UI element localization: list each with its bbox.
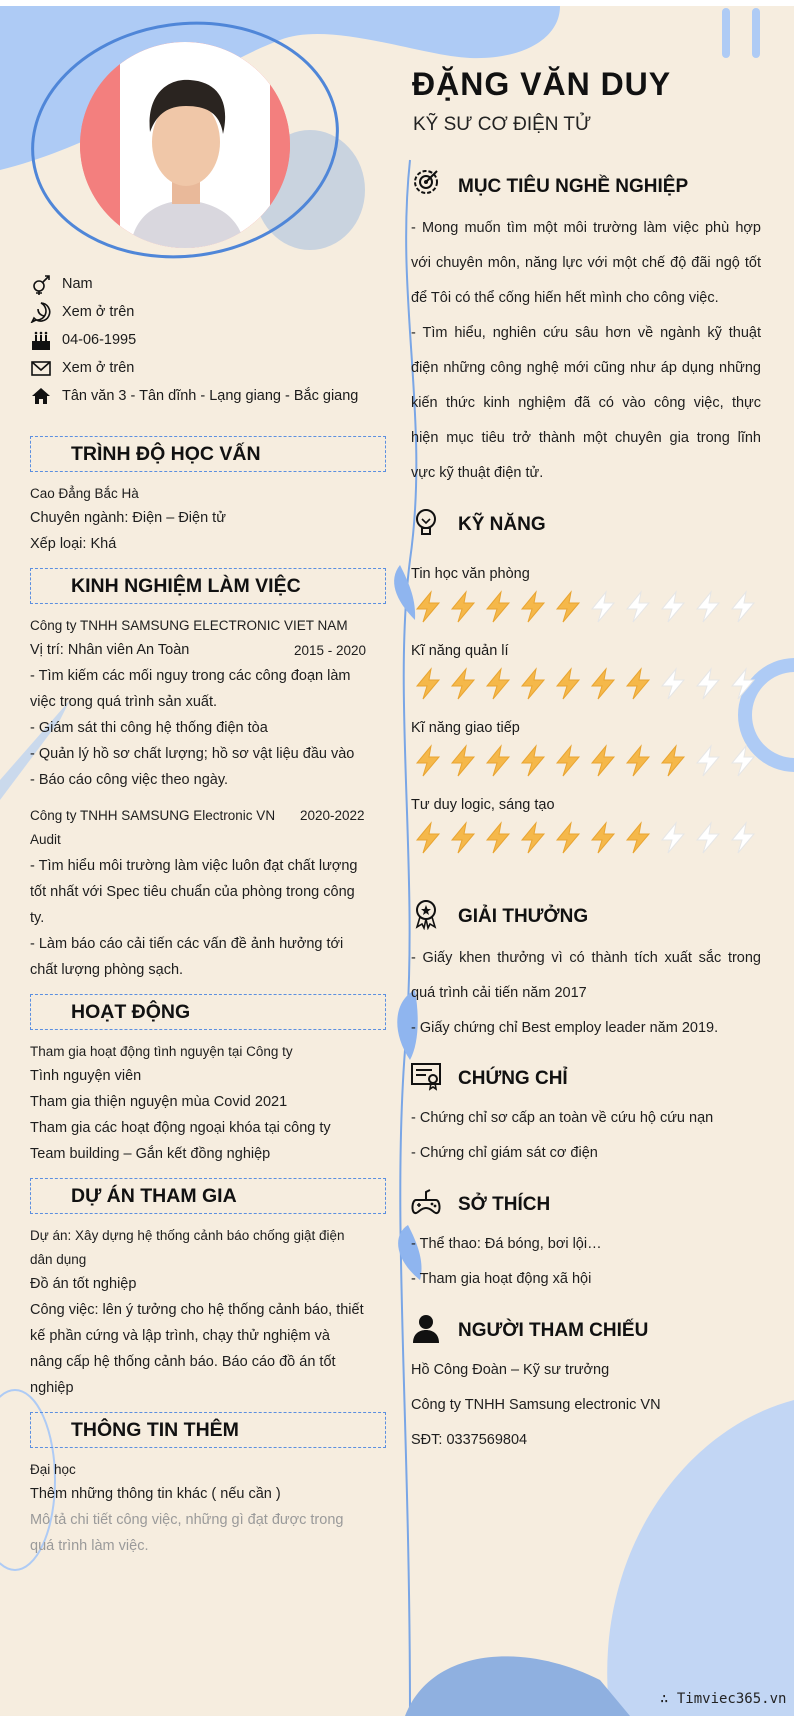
more-info-line: Đại học xyxy=(30,1462,76,1477)
bolt-empty-icon xyxy=(586,590,621,624)
job1-line: - Quản lý hồ sơ chất lượng; hồ sơ vật liệu đầu vào xyxy=(30,746,355,762)
profile-photo xyxy=(80,42,290,248)
hobby-line: - Thể thao: Đá bóng, bơi lội… xyxy=(411,1236,602,1252)
experience-title: KINH NGHIỆM LÀM VIỆC xyxy=(71,575,301,597)
job-title: KỸ SƯ CƠ ĐIỆN TỬ xyxy=(413,114,592,135)
hobbies-title: SỞ THÍCH xyxy=(458,1194,551,1215)
bolt-filled-icon xyxy=(446,744,481,778)
project-line: Công việc: lên ý tưởng cho hệ thống cảnh báo, thiết xyxy=(30,1302,364,1318)
bolt-filled-icon xyxy=(481,590,516,624)
bolt-filled-icon xyxy=(411,667,446,701)
job1-period: 2015 - 2020 xyxy=(294,643,367,658)
phone-row xyxy=(30,300,134,324)
activities-heading xyxy=(30,994,386,1030)
cv-paper xyxy=(0,6,794,1716)
gender-row xyxy=(30,272,93,296)
award-line: quá trình cải tiến năm 2017 xyxy=(411,985,587,1001)
job1-line: - Giám sát thi công hệ thống điện tòa xyxy=(30,720,268,736)
skill-name: Tư duy logic, sáng tạo xyxy=(411,797,555,813)
bolt-filled-icon xyxy=(446,821,481,855)
activities-title: HOẠT ĐỘNG xyxy=(71,1001,191,1023)
education-school: Cao Đẳng Bắc Hà xyxy=(30,486,139,501)
objective-line: - Mong muốn tìm một môi trường làm việc phù hợp xyxy=(411,220,761,236)
projects-title: DỰ ÁN THAM GIA xyxy=(71,1185,237,1207)
bolt-filled-icon xyxy=(446,590,481,624)
skill-rating xyxy=(411,667,761,701)
email-row xyxy=(30,356,134,380)
education-heading xyxy=(30,436,386,472)
bolt-empty-icon xyxy=(726,744,761,778)
more-info-placeholder: Mô tả chi tiết công việc, những gì đạt được trong xyxy=(30,1512,344,1528)
bolt-empty-icon xyxy=(691,744,726,778)
activity-item: Tình nguyện viên xyxy=(30,1068,142,1084)
bolt-filled-icon xyxy=(551,590,586,624)
activity-item: Tham gia hoạt động tình nguyện tại Công ty xyxy=(30,1044,293,1059)
job2-line: chất lượng phòng sạch. xyxy=(30,962,184,978)
award-medal-icon xyxy=(410,898,442,930)
birthday-text: 04-06-1995 xyxy=(62,332,137,348)
job2-line: tốt nhất với Spec tiêu chuẩn của phòng trong công xyxy=(30,884,355,900)
objective-line: với chuyên môn, năng lực với một chế độ đãi ngộ tốt xyxy=(411,255,761,271)
skill-rating xyxy=(411,821,761,855)
project-line: nghiệp xyxy=(30,1380,74,1396)
bolt-filled-icon xyxy=(481,744,516,778)
reference-line: Hồ Công Đoàn – Kỹ sư trưởng xyxy=(411,1362,610,1378)
job2-line: ty. xyxy=(30,910,45,926)
education-major: Chuyên ngành: Điện – Điện tử xyxy=(30,510,226,526)
footer-brand-text: Timviec365.vn xyxy=(676,1691,787,1707)
phone-text: Xem ở trên xyxy=(62,304,135,320)
project-line: dân dụng xyxy=(30,1252,87,1267)
job2-line: - Làm báo cáo cải tiến các vấn đề ảnh hưởng tới xyxy=(30,936,344,952)
job2-company: Công ty TNHH SAMSUNG Electronic VN xyxy=(30,808,276,823)
skill-rating xyxy=(411,590,761,624)
education-title: TRÌNH ĐỘ HỌC VẤN xyxy=(71,443,261,465)
bolt-filled-icon xyxy=(516,590,551,624)
job1-line: - Tìm kiếm các mối nguy trong các công đoạn làm xyxy=(30,668,351,684)
bolt-empty-icon xyxy=(691,667,726,701)
bolt-filled-icon xyxy=(586,667,621,701)
birthday-cake-icon xyxy=(30,329,52,351)
job2-period: 2020-2022 xyxy=(300,808,365,823)
skill-name: Kĩ năng giao tiếp xyxy=(411,720,520,736)
certificate-line: - Chứng chỉ giám sát cơ điện xyxy=(411,1145,598,1161)
more-info-placeholder: quá trình làm việc. xyxy=(30,1538,149,1554)
whatsapp-icon xyxy=(30,301,52,323)
objective-line: để Tôi có thể cống hiến hết mình cho công việc. xyxy=(411,290,719,306)
lightbulb-icon xyxy=(410,506,442,538)
bolt-empty-icon xyxy=(726,590,761,624)
job1-line: việc trong quá trình sản xuất. xyxy=(30,694,217,710)
bolt-filled-icon xyxy=(621,667,656,701)
bolt-filled-icon xyxy=(516,821,551,855)
bolt-filled-icon xyxy=(411,744,446,778)
address-row xyxy=(30,384,358,408)
full-name: ĐẶNG VĂN DUY xyxy=(412,66,672,102)
job2-line: - Tìm hiểu môi trường làm việc luôn đạt chất lượng xyxy=(30,858,358,874)
bolt-empty-icon xyxy=(621,590,656,624)
awards-title: GIẢI THƯỞNG xyxy=(458,906,589,927)
education-rank: Xếp loại: Khá xyxy=(30,536,117,552)
award-line: - Giấy khen thưởng vì có thành tích xuất sắc trong xyxy=(411,950,761,966)
skills-title: KỸ NĂNG xyxy=(458,514,546,535)
activity-item: Tham gia thiện nguyện mùa Covid 2021 xyxy=(30,1094,288,1110)
reference-line: Công ty TNHH Samsung electronic VN xyxy=(411,1397,661,1413)
bolt-filled-icon xyxy=(621,821,656,855)
bolt-empty-icon xyxy=(656,590,691,624)
address-text: Tân văn 3 - Tân dĩnh - Lạng giang - Bắc giang xyxy=(62,388,359,404)
bolt-filled-icon xyxy=(411,821,446,855)
bolt-empty-icon xyxy=(691,590,726,624)
bolt-empty-icon xyxy=(726,667,761,701)
objective-line: điện những công nghệ mới cũng như áp dụng những xyxy=(411,360,761,376)
bolt-empty-icon xyxy=(691,821,726,855)
avatar xyxy=(80,42,290,248)
bolt-filled-icon xyxy=(621,744,656,778)
bolt-filled-icon xyxy=(551,821,586,855)
reference-title: NGƯỜI THAM CHIẾU xyxy=(458,1320,649,1341)
project-line: Dự án: Xây dựng hệ thống cảnh báo chống giật điện xyxy=(30,1228,345,1243)
project-line: nâng cấp hệ thống cảnh báo. Báo cáo đồ án tốt xyxy=(30,1354,336,1370)
gamepad-icon xyxy=(410,1186,442,1218)
projects-heading xyxy=(30,1178,386,1214)
more-info-title: THÔNG TIN THÊM xyxy=(71,1419,239,1441)
hobby-line: - Tham gia hoạt động xã hội xyxy=(411,1271,592,1287)
footer-brand[interactable]: ∴ Timviec365.vn xyxy=(660,1691,787,1707)
reference-line: SĐT: 0337569804 xyxy=(411,1432,528,1448)
job1-line: - Báo cáo công việc theo ngày. xyxy=(30,772,229,788)
certificate-icon xyxy=(410,1060,442,1092)
experience-heading xyxy=(30,568,386,604)
bolt-filled-icon xyxy=(586,821,621,855)
job2-position: Audit xyxy=(30,832,61,847)
more-info-heading xyxy=(30,1412,386,1448)
objective-line: kiến thức kinh nghiệm đã có vào công việc, thực xyxy=(411,395,761,411)
project-line: Đồ án tốt nghiệp xyxy=(30,1276,137,1292)
bolt-filled-icon xyxy=(656,744,691,778)
certificates-title: CHỨNG CHỈ xyxy=(458,1068,568,1089)
bolt-filled-icon xyxy=(551,744,586,778)
skill-name: Tin học văn phòng xyxy=(411,566,530,582)
job1-position: Vị trí: Nhân viên An Toàn xyxy=(30,642,190,658)
objective-line: vực kỹ thuật điện tử. xyxy=(411,465,544,481)
gender-icon xyxy=(30,273,52,295)
gender-text: Nam xyxy=(62,276,93,292)
award-line: - Giấy chứng chỉ Best employ leader năm 2019. xyxy=(411,1020,719,1036)
bolt-filled-icon xyxy=(446,667,481,701)
objective-title: MỤC TIÊU NGHỀ NGHIỆP xyxy=(458,176,689,197)
bolt-empty-icon xyxy=(656,667,691,701)
bolt-filled-icon xyxy=(516,667,551,701)
bolt-filled-icon xyxy=(586,744,621,778)
target-gear-icon xyxy=(410,166,442,198)
home-icon xyxy=(30,385,52,407)
bolt-empty-icon xyxy=(726,821,761,855)
certificate-line: - Chứng chỉ sơ cấp an toàn về cứu hộ cứu nạn xyxy=(411,1110,714,1126)
activity-item: Tham gia các hoạt động ngoại khóa tại công ty xyxy=(30,1120,331,1136)
objective-line: hiện mục tiêu trở thành một chuyên gia trong lĩnh xyxy=(411,430,761,446)
more-info-line: Thêm những thông tin khác ( nếu cần ) xyxy=(30,1486,281,1502)
activity-item: Team building – Gắn kết đồng nghiệp xyxy=(30,1146,271,1162)
bolt-empty-icon xyxy=(656,821,691,855)
bolt-filled-icon xyxy=(481,821,516,855)
envelope-icon xyxy=(30,357,52,379)
person-icon xyxy=(410,1312,442,1344)
email-text: Xem ở trên xyxy=(62,360,135,376)
birthday-row xyxy=(30,328,136,352)
bolt-filled-icon xyxy=(481,667,516,701)
skill-rating xyxy=(411,744,761,778)
job1-company: Công ty TNHH SAMSUNG ELECTRONIC VIET NAM xyxy=(30,618,348,633)
bolt-filled-icon xyxy=(516,744,551,778)
objective-line: - Tìm hiểu, nghiên cứu sâu hơn về ngành kỹ thuật xyxy=(411,325,761,341)
skill-name: Kĩ năng quản lí xyxy=(411,643,509,659)
bolt-filled-icon xyxy=(411,590,446,624)
bolt-filled-icon xyxy=(551,667,586,701)
project-line: kế phần cứng và lập trình, chạy thử nghiệm và xyxy=(30,1328,330,1344)
